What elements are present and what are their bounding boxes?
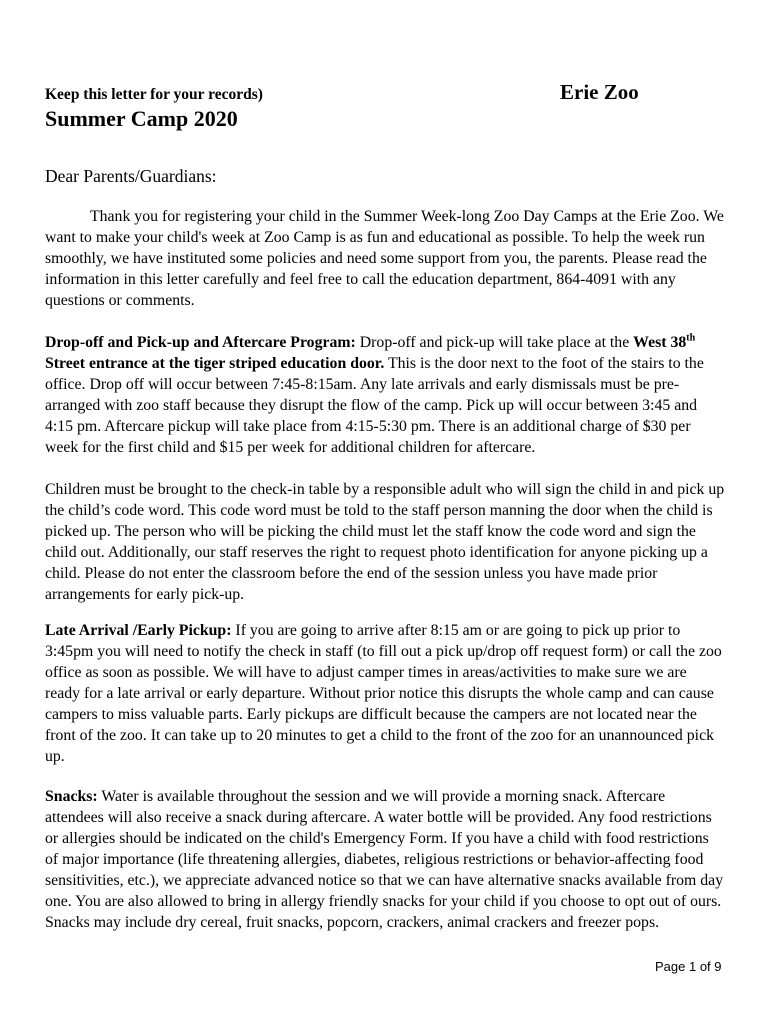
records-note: Keep this letter for your records) — [45, 86, 263, 103]
snacks-paragraph — [45, 786, 725, 933]
intro-text: Thank you for registering your child in the Summer Week-long Zoo Day Camps at the Erie Zoo. We want to make your child's week at Zoo Camp is as fun and educational as possible. To help the week run smoothly, we have instituted some policies and need some support from you, the parents. Please read the information in this letter carefully and feel free to call the education department, 864-4091 with any questions or comments. — [45, 208, 724, 309]
dropoff-location-b: Street entrance at the tiger striped education door. — [45, 355, 385, 372]
dropoff-paragraph — [45, 332, 725, 458]
checkin-paragraph — [45, 479, 725, 605]
dropoff-location-a: West 38 — [633, 334, 687, 351]
checkin-text: Children must be brought to the check-in table by a responsible adult who will sign the child in and pick up the child’s code word. This code word must be told to the staff person manning the door when the child is picked up. The person who will be picking the child must let the staff know the code word and sign the child out. Additionally, our staff reserves the right to request photo identification for anyone picking up a child. Please do not enter the classroom before the end of the session unless you have made prior arrangements for early pick-up. — [45, 481, 725, 603]
salutation: Dear Parents/Guardians: — [45, 166, 217, 186]
dropoff-location-sup: th — [686, 332, 696, 344]
snacks-text: Water is available throughout the session and we will provide a morning snack. Aftercare attendees will also receive a snack during aftercare. A water bottle will be provided. Any food restrictions or allergies should be indicated on the child's Emergency Form. If you have a child with food restrictions of major importance (life threatening allergies, diabetes, religious restrictions or behavior-affecting food sensitivities, etc.), we appreciate advanced notice so that we can have alternative snacks available from day one. You are also allowed to bring in allergy friendly snacks for your child if you choose to opt out of ours. Snacks may include dry cereal, fruit snacks, popcorn, crackers, animal crackers and freezer pops. — [45, 788, 724, 931]
intro-paragraph — [45, 206, 725, 311]
late-arrival-paragraph — [45, 620, 725, 767]
late-arrival-heading: Late Arrival /Early Pickup: — [45, 622, 232, 639]
snacks-heading: Snacks: — [45, 788, 98, 805]
page-title: Summer Camp 2020 — [45, 106, 238, 131]
dropoff-heading: Drop-off and Pick-up and Aftercare Program: — [45, 334, 356, 351]
organization-name: Erie Zoo — [560, 80, 639, 104]
page-number: Page 1 of 9 — [655, 959, 722, 974]
dropoff-text-a: Drop-off and pick-up will take place at the — [355, 334, 634, 351]
dropoff-text-b: This is the door next to the foot of the stairs to the office. Drop off will occur between 7:45-8:15am. Any late arrivals and early dismissals must be pre-arranged with zoo staff because they disrupt the flow of the camp. Pick up will occur between 3:45 and 4:15 pm. Aftercare pickup will take place from 4:15-5:30 pm. There is an additional charge of $30 per week for the first child and $15 per week for additional children for aftercare. — [45, 355, 704, 456]
late-arrival-text: If you are going to arrive after 8:15 am or are going to pick up prior to 3:45pm you will need to notify the check in staff (to fill out a pick up/drop off request form) or call the zoo office as soon as possible. We will have to adjust camper times in areas/activities to make sure we are ready for a late arrival or early departure. Without prior notice this disrupts the whole camp and can cause campers to miss valuable parts. Early pickups are difficult because the campers are not located near the front of the zoo. It can take up to 20 minutes to get a child to the front of the zoo for an unannounced pick up. — [45, 622, 722, 765]
